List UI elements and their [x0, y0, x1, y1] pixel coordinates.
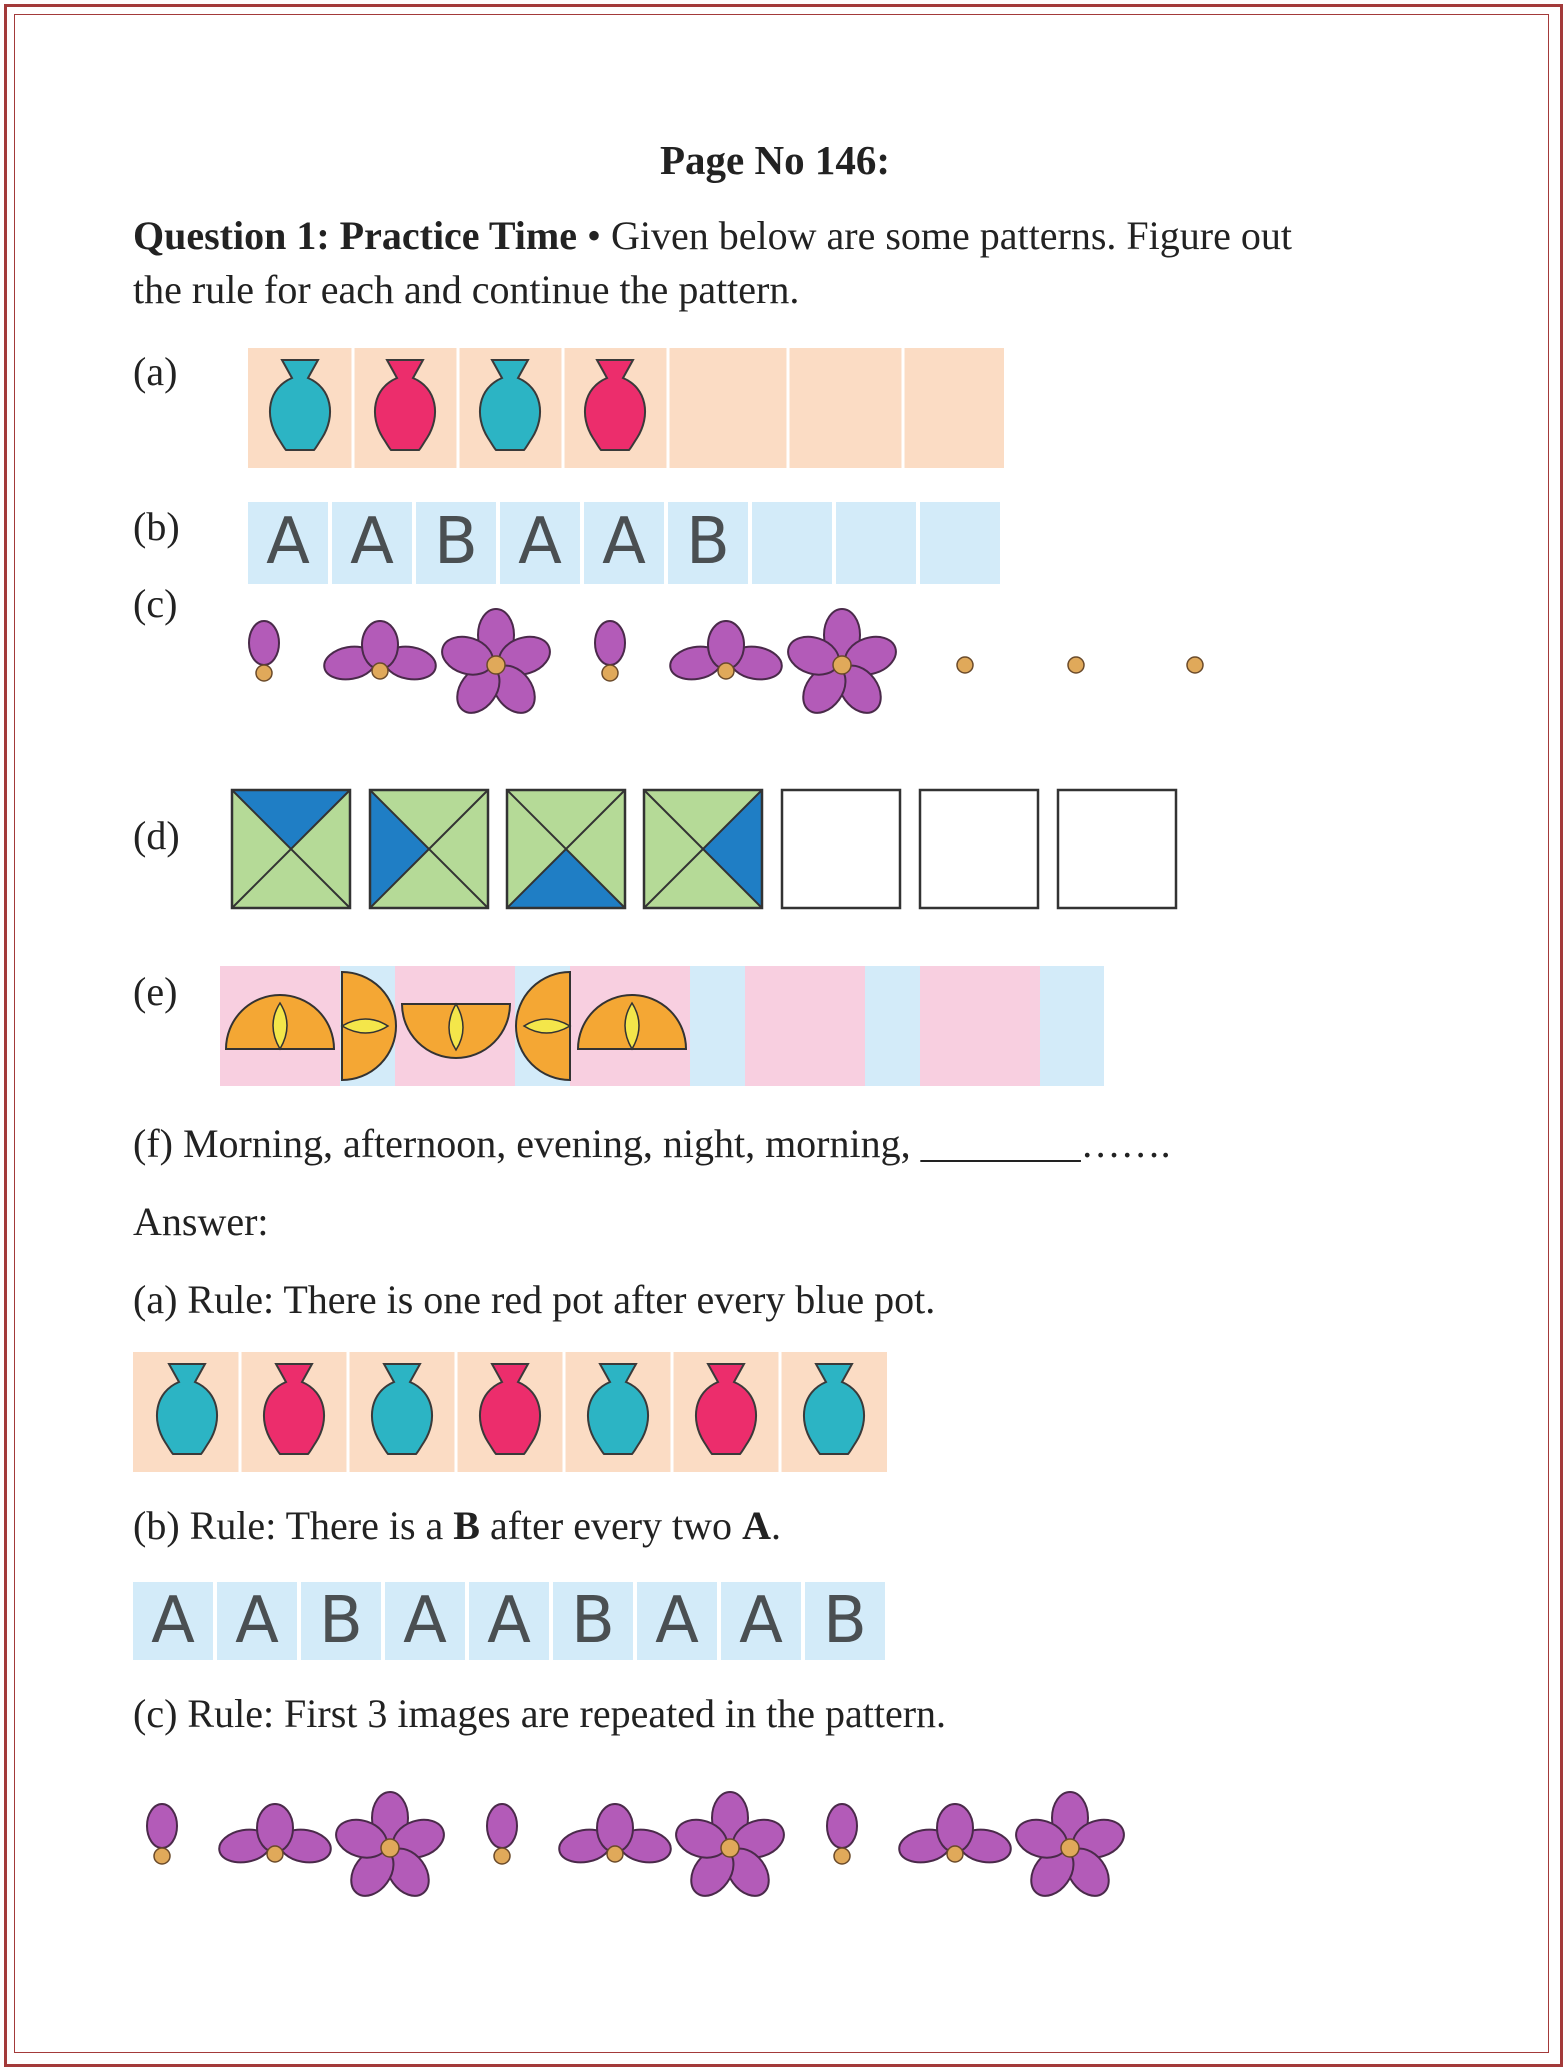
square-icon — [644, 790, 762, 908]
letter: A — [487, 1584, 531, 1658]
half-flower-icon — [897, 1804, 1014, 1866]
half-flower-icon — [557, 1804, 674, 1866]
label-e: (e) — [133, 969, 178, 1014]
answer-b-rule-prefix: (b) Rule: There is a — [133, 1503, 454, 1548]
letter-cell — [500, 502, 580, 584]
letter: B — [319, 1584, 363, 1658]
bud-icon — [487, 1804, 517, 1864]
empty-square — [920, 790, 1038, 908]
letter: A — [266, 505, 310, 579]
question-line-2: the rule for each and continue the pattern. — [133, 267, 800, 312]
pattern-e — [220, 966, 1104, 1086]
half-flower-icon — [668, 621, 785, 683]
part-f: (f) Morning, afternoon, evening, night, morning, ________……. — [133, 1121, 1171, 1166]
answer-b-rule-mid: after every two — [479, 1503, 743, 1548]
letter-cell — [416, 502, 496, 584]
bud-icon — [595, 621, 625, 681]
answer-b-rule-a: A — [742, 1503, 771, 1548]
letter-cell — [133, 1582, 213, 1660]
letter-cell — [668, 502, 748, 584]
letter-cell — [584, 502, 664, 584]
pattern-d — [230, 788, 1180, 910]
empty-square — [782, 790, 900, 908]
question-text-1: Given below are some patterns. Figure out — [611, 213, 1292, 258]
half-flower-icon — [217, 1804, 334, 1866]
pattern-b — [248, 502, 1002, 584]
letter: A — [350, 505, 394, 579]
full-flower-icon — [671, 1792, 789, 1904]
letter-cell — [553, 1582, 633, 1660]
question-heading: Question 1: Practice Time — [133, 213, 577, 258]
pattern-a — [248, 348, 1004, 468]
letter: B — [686, 505, 730, 579]
letter-cell — [805, 1582, 885, 1660]
answer-label: Answer: — [133, 1199, 269, 1244]
empty-cell — [836, 502, 916, 584]
label-a: (a) — [133, 349, 178, 394]
dot-icon — [1187, 657, 1203, 673]
bud-icon — [147, 1804, 177, 1864]
dot-icon — [957, 657, 973, 673]
letter-cell — [332, 502, 412, 584]
square-icon — [370, 790, 488, 908]
empty-cell — [920, 502, 1000, 584]
dot-icon — [1068, 657, 1084, 673]
letter: A — [655, 1584, 699, 1658]
letter: A — [602, 505, 646, 579]
letter-cell — [721, 1582, 801, 1660]
label-d: (d) — [133, 813, 180, 858]
letter: A — [235, 1584, 279, 1658]
letter: A — [518, 505, 562, 579]
full-flower-icon — [437, 609, 555, 721]
question-line-1 — [133, 212, 1292, 260]
pattern-c — [230, 595, 1230, 725]
question-bullet: • — [586, 213, 601, 258]
letter-cell — [248, 502, 328, 584]
answer-a-pattern — [133, 1352, 887, 1472]
answer-c-rule: (c) Rule: First 3 images are repeated in the pattern. — [133, 1691, 947, 1736]
letter: A — [151, 1584, 195, 1658]
answer-b-rule-end: . — [770, 1503, 781, 1548]
square-icon — [232, 790, 350, 908]
answer-a-rule: (a) Rule: There is one red pot after every blue pot. — [133, 1277, 936, 1322]
empty-cell — [752, 502, 832, 584]
letter: B — [823, 1584, 867, 1658]
letter: A — [403, 1584, 447, 1658]
answer-b-rule — [133, 1502, 781, 1550]
letter: B — [571, 1584, 615, 1658]
letter: A — [739, 1584, 783, 1658]
letter-cell — [301, 1582, 381, 1660]
label-b: (b) — [133, 504, 180, 549]
letter: B — [434, 505, 478, 579]
bud-icon — [249, 621, 279, 681]
full-flower-icon — [783, 609, 901, 721]
letter-cell — [637, 1582, 717, 1660]
half-flower-icon — [322, 621, 439, 683]
full-flower-icon — [1011, 1792, 1129, 1904]
letter-cell — [385, 1582, 465, 1660]
letter-cell — [469, 1582, 549, 1660]
page-title: Page No 146: — [660, 137, 891, 183]
square-icon — [507, 790, 625, 908]
answer-b-pattern — [133, 1582, 885, 1660]
empty-square — [1058, 790, 1176, 908]
answer-c-pattern — [130, 1778, 1150, 1908]
letter-cell — [217, 1582, 297, 1660]
bud-icon — [827, 1804, 857, 1864]
label-c: (c) — [133, 581, 178, 626]
full-flower-icon — [331, 1792, 449, 1904]
answer-b-rule-b: B — [453, 1503, 480, 1548]
